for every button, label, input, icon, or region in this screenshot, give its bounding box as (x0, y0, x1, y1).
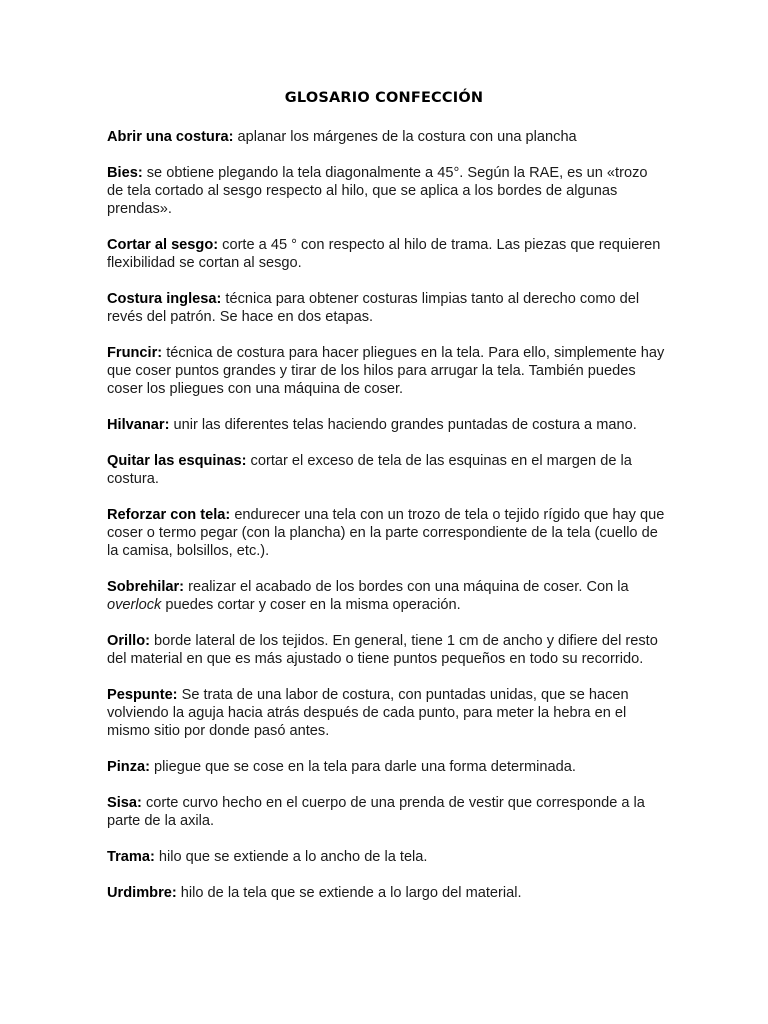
glossary-term: Cortar al sesgo: (107, 237, 219, 253)
glossary-entry (107, 578, 667, 614)
glossary-term: Abrir una costura: (107, 129, 234, 145)
glossary-entry (107, 758, 667, 776)
glossary-definition: unir las diferentes telas haciendo grandes puntadas de costura a mano. (169, 417, 637, 433)
glossary-list (107, 128, 667, 920)
glossary-definition: puedes cortar y coser en la misma operación. (161, 597, 461, 613)
glossary-definition: técnica de costura para hacer pliegues en la tela. Para ello, simplemente hay que coser puntos grandes y tirar de los hilos para arrugar la tela. También puedes coser los pliegues con una máquina de coser. (107, 345, 665, 397)
glossary-definition: borde lateral de los tejidos. En general, tiene 1 cm de ancho y difiere del resto del material en que es más ajustado o tiene puntos pequeños en todo su recorrido. (107, 633, 658, 667)
glossary-entry (107, 884, 667, 902)
glossary-definition: endurecer una tela con un trozo de tela o tejido rígido que hay que coser o termo pegar (con la plancha) en la parte correspondiente de la tela (cuello de la camisa, bolsillos, etc.). (107, 507, 665, 559)
glossary-definition: se obtiene plegando la tela diagonalmente a 45°. Según la RAE, es un «trozo de tela cortado al sesgo respecto al hilo, que se aplica a los bordes de algunas prendas». (107, 165, 648, 217)
glossary-entry (107, 632, 667, 668)
glossary-entry (107, 290, 667, 326)
glossary-entry (107, 848, 667, 866)
glossary-entry (107, 236, 667, 272)
glossary-definition: Se trata de una labor de costura, con puntadas unidas, que se hacen volviendo la aguja hacia atrás después de cada punto, para meter la hebra en el mismo sitio por donde pasó antes. (107, 687, 629, 739)
glossary-definition: pliegue que se cose en la tela para darle una forma determinada. (149, 759, 576, 775)
glossary-definition: técnica para obtener costuras limpias tanto al derecho como del revés del patrón. Se hace en dos etapas. (107, 291, 640, 325)
glossary-term: Quitar las esquinas: (107, 453, 247, 469)
glossary-term: Urdimbre: (107, 885, 177, 901)
glossary-entry (107, 794, 667, 830)
glossary-definition: hilo de la tela que se extiende a lo largo del material. (176, 885, 522, 901)
glossary-definition: aplanar los márgenes de la costura con una plancha (233, 129, 577, 145)
glossary-entry (107, 128, 667, 146)
glossary-term: Trama: (107, 849, 155, 865)
glossary-term: Pinza: (107, 759, 150, 775)
glossary-definition: hilo que se extiende a lo ancho de la tela. (154, 849, 428, 865)
page-title: GLOSARIO CONFECCIÓN (284, 90, 484, 106)
glossary-definition: corte curvo hecho en el cuerpo de una prenda de vestir que corresponde a la parte de la axila. (107, 795, 645, 829)
glossary-term: Sobrehilar: (107, 579, 185, 595)
glossary-term: Reforzar con tela: (107, 507, 231, 523)
glossary-term: Pespunte: (107, 687, 178, 703)
glossary-term: Costura inglesa: (107, 291, 222, 307)
glossary-term: Orillo: (107, 633, 150, 649)
glossary-term: Fruncir: (107, 345, 163, 361)
glossary-term: Bies: (107, 165, 143, 181)
glossary-definition: cortar el exceso de tela de las esquinas en el margen de la costura. (107, 453, 632, 487)
glossary-entry (107, 416, 667, 434)
glossary-term: Hilvanar: (107, 417, 170, 433)
glossary-entry (107, 452, 667, 488)
glossary-definition-emphasis: overlock (107, 597, 162, 613)
glossary-entry (107, 344, 667, 398)
glossary-definition: corte a 45 ° con respecto al hilo de trama. Las piezas que requieren flexibilidad se cortan al sesgo. (107, 237, 661, 271)
glossary-definition: realizar el acabado de los bordes con una máquina de coser. Con la (184, 579, 629, 595)
glossary-entry (107, 506, 667, 560)
glossary-entry (107, 164, 667, 218)
glossary-entry (107, 686, 667, 740)
glossary-term: Sisa: (107, 795, 142, 811)
